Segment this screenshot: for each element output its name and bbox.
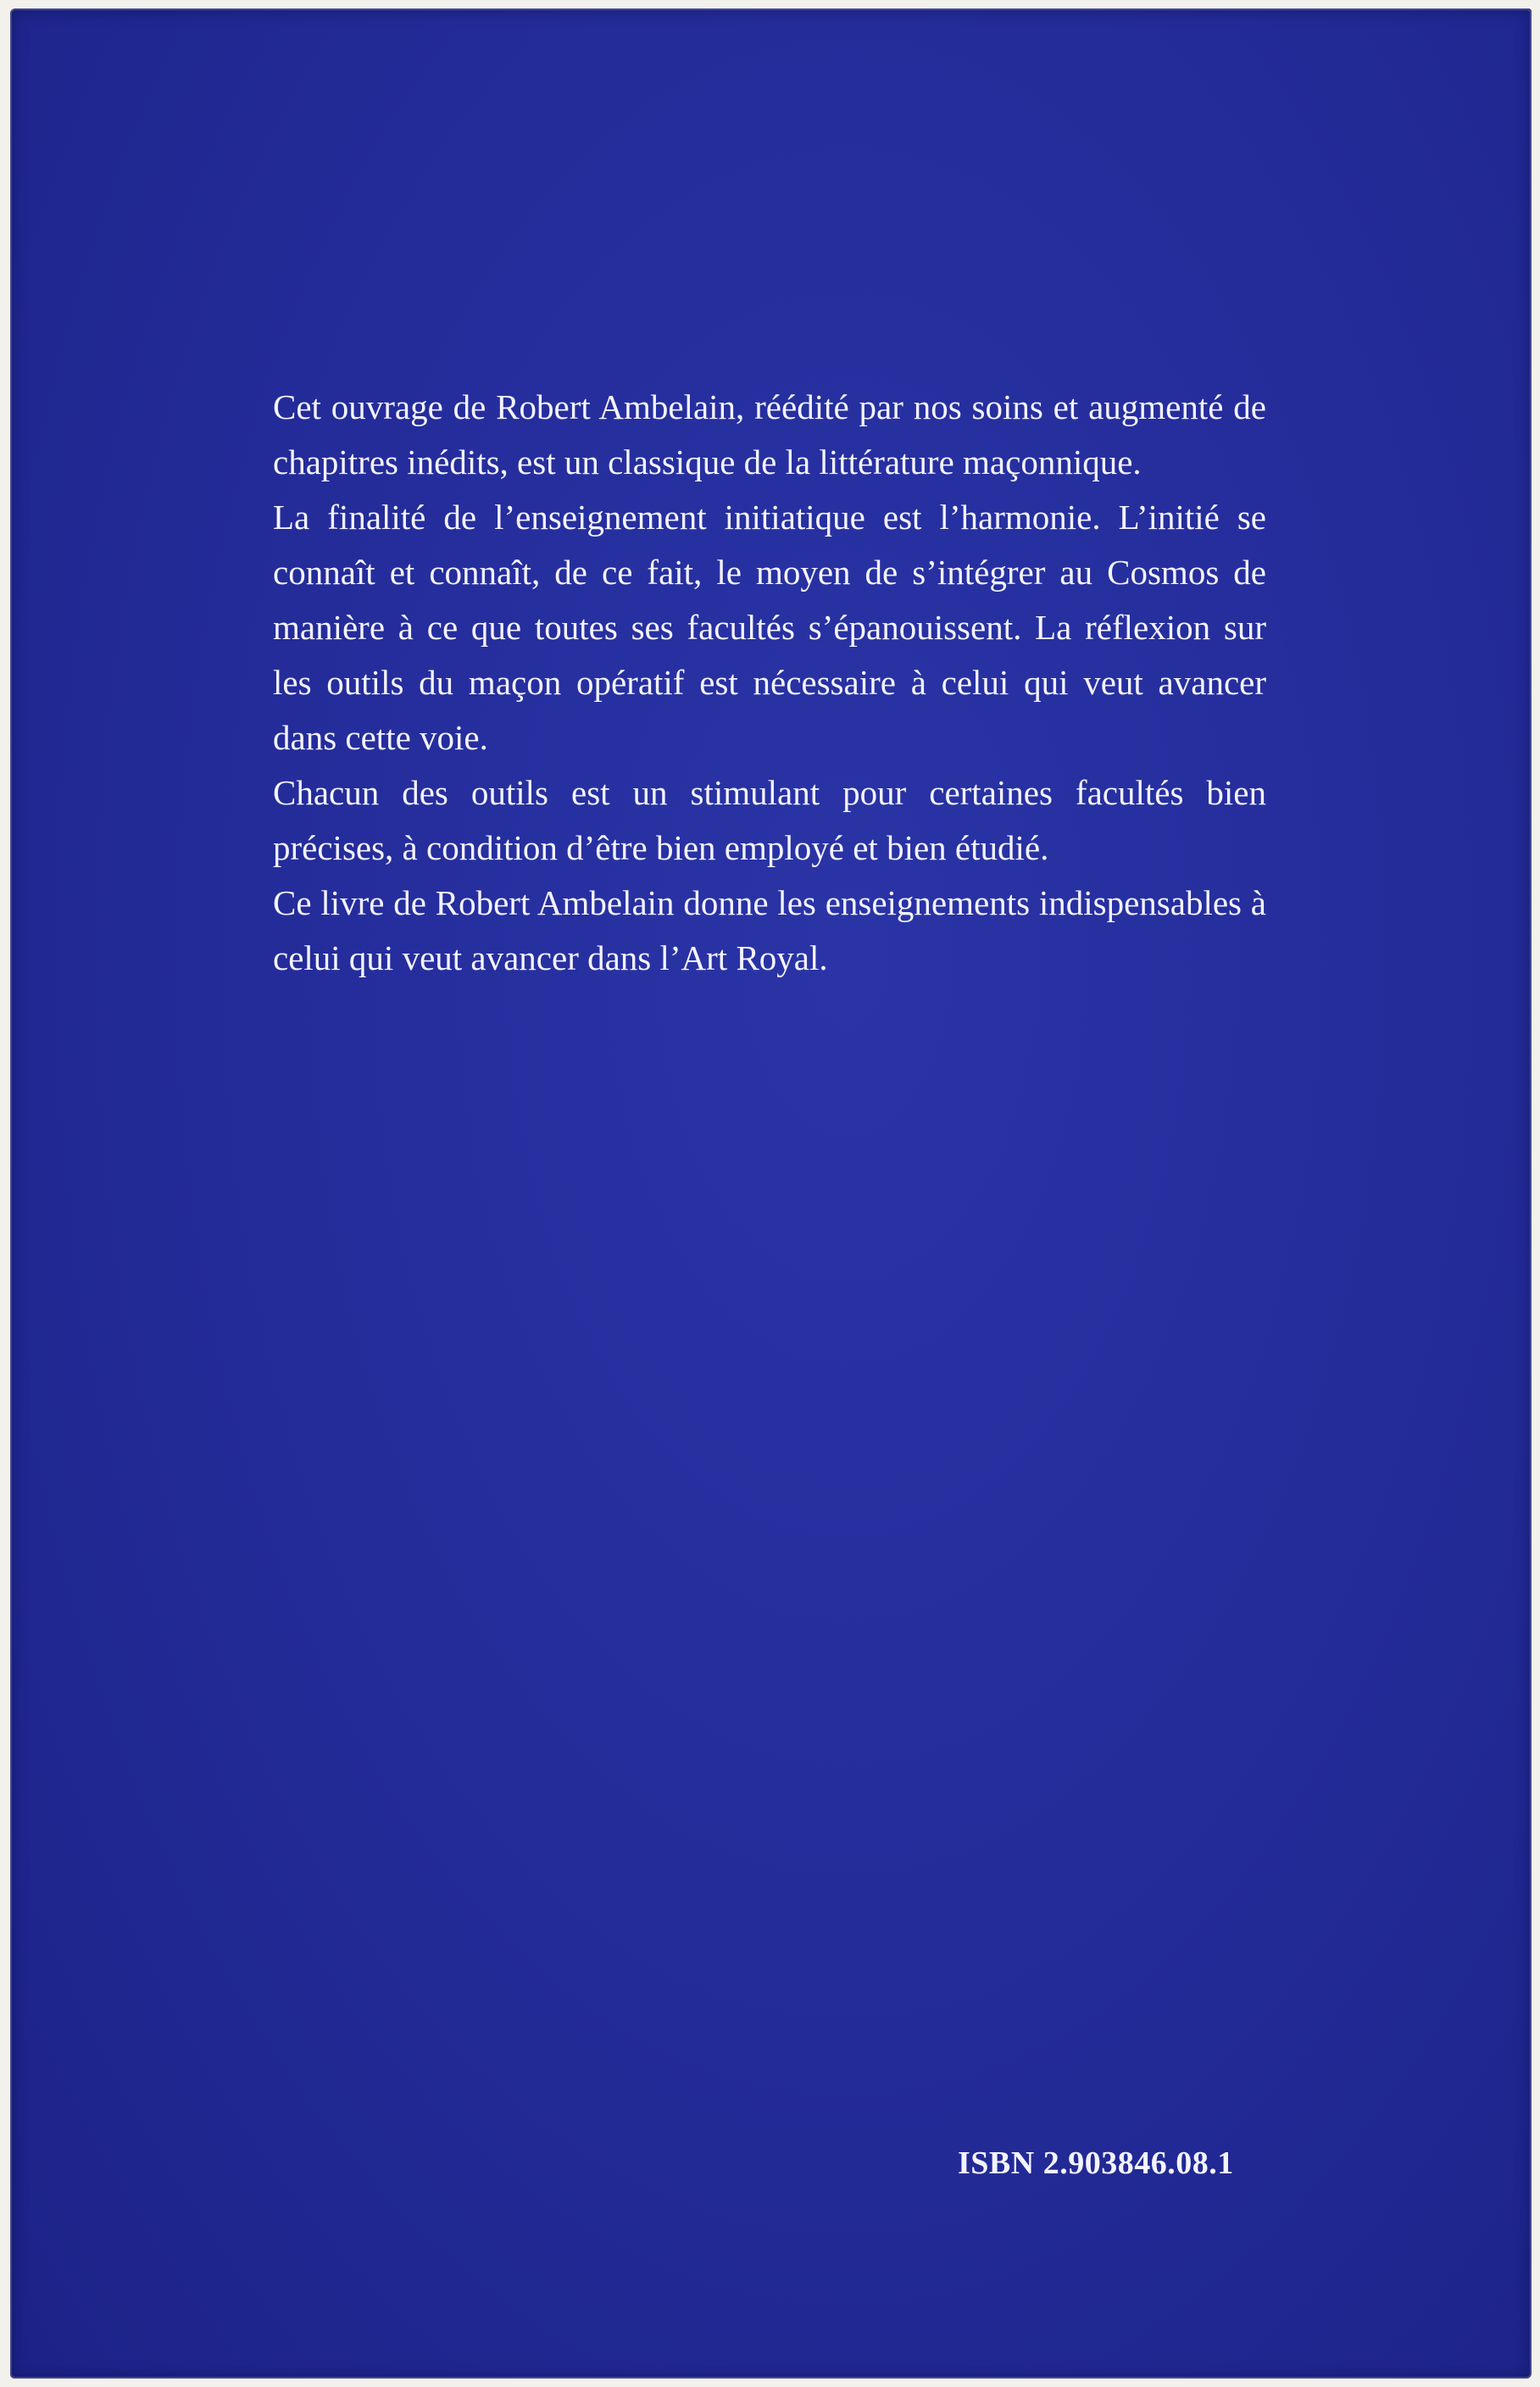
blurb-paragraph-4: Ce livre de Robert Ambelain donne les enseignements indispensables à celui qui veut avancer dans l’Art Royal. <box>273 883 1266 977</box>
isbn-number: ISBN 2.903846.08.1 <box>958 2145 1234 2181</box>
blurb-paragraph-1: Cet ouvrage de Robert Ambelain, réédité par nos soins et augmenté de chapitres inédits, est un classique de la littérature maçonnique. <box>273 387 1266 481</box>
back-cover <box>10 8 1532 2379</box>
blurb-paragraph-3: Chacun des outils est un stimulant pour certaines facultés bien précises, à condition d’être bien employé et bien étudié. <box>273 773 1266 867</box>
back-cover-blurb <box>273 380 1266 986</box>
blurb-paragraph-2: La finalité de l’enseignement initiatique est l’harmonie. L’initié se connaît et connaît, de ce fait, le moyen de s’intégrer au Cosmos de manière à ce que toutes ses facultés s’épanouissent. La réflexion sur les outils du maçon opératif est nécessaire à celui qui veut avancer dans cette voie. <box>273 498 1266 757</box>
